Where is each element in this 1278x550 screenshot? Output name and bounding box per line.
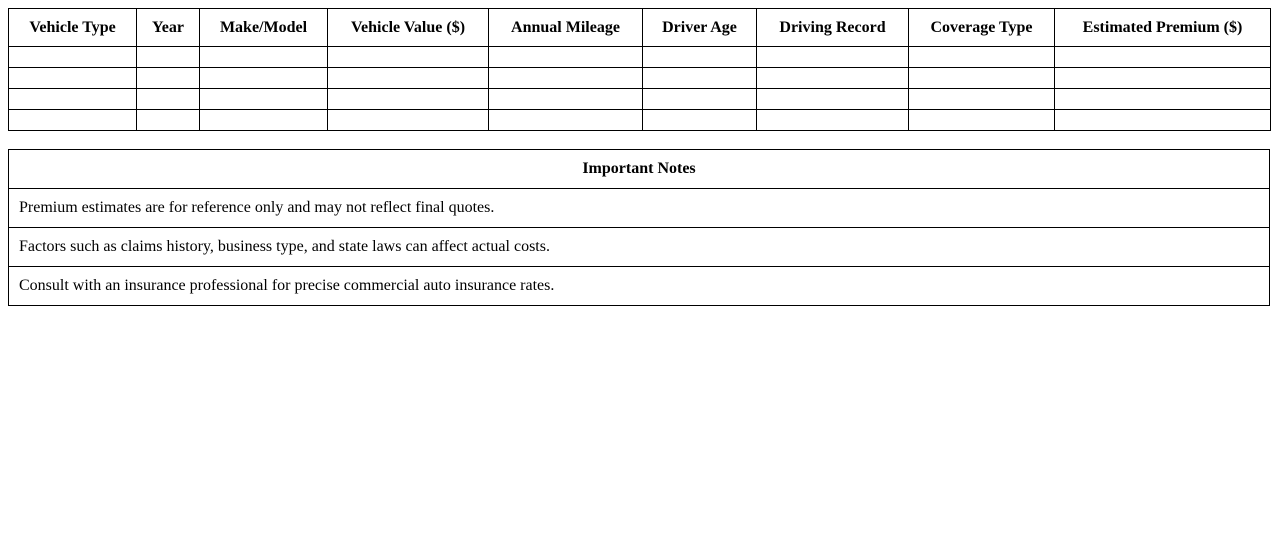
- table-row: [9, 47, 1271, 68]
- note-row: [9, 189, 1270, 228]
- table-cell: [643, 68, 757, 89]
- column-header-vehicle-type: Vehicle Type: [9, 9, 137, 47]
- column-header-driver-age: Driver Age: [643, 9, 757, 47]
- notes-title: Important Notes: [9, 150, 1270, 189]
- note-text: Factors such as claims history, business type, and state laws can affect actual costs.: [9, 228, 1270, 267]
- table-cell: [909, 68, 1055, 89]
- column-header-annual-mileage: Annual Mileage: [489, 9, 643, 47]
- note-text: Premium estimates are for reference only and may not reflect final quotes.: [9, 189, 1270, 228]
- table-cell: [489, 68, 643, 89]
- table-cell: [489, 89, 643, 110]
- table-cell: [909, 89, 1055, 110]
- table-cell: [1055, 68, 1271, 89]
- table-cell: [137, 110, 200, 131]
- table-cell: [9, 68, 137, 89]
- premium-estimate-table: [8, 8, 1271, 131]
- table-cell: [137, 47, 200, 68]
- table-cell: [1055, 110, 1271, 131]
- table-row: [9, 89, 1271, 110]
- note-text: Consult with an insurance professional for precise commercial auto insurance rates.: [9, 267, 1270, 306]
- table-cell: [328, 47, 489, 68]
- table-cell: [9, 89, 137, 110]
- table-cell: [643, 89, 757, 110]
- premium-table-body: [9, 47, 1271, 131]
- table-cell: [9, 110, 137, 131]
- table-cell: [137, 89, 200, 110]
- important-notes-table: [8, 149, 1270, 306]
- table-cell: [757, 47, 909, 68]
- table-row: [9, 110, 1271, 131]
- table-cell: [9, 47, 137, 68]
- table-cell: [1055, 89, 1271, 110]
- table-cell: [757, 89, 909, 110]
- table-cell: [757, 110, 909, 131]
- table-cell: [643, 47, 757, 68]
- table-cell: [200, 110, 328, 131]
- table-row: [9, 68, 1271, 89]
- column-header-driving-record: Driving Record: [757, 9, 909, 47]
- page-content: [8, 8, 1270, 306]
- table-cell: [643, 110, 757, 131]
- note-row: [9, 267, 1270, 306]
- table-cell: [200, 47, 328, 68]
- table-cell: [137, 68, 200, 89]
- table-cell: [200, 68, 328, 89]
- table-cell: [328, 110, 489, 131]
- column-header-coverage-type: Coverage Type: [909, 9, 1055, 47]
- table-cell: [489, 110, 643, 131]
- column-header-vehicle-value: Vehicle Value ($): [328, 9, 489, 47]
- table-cell: [1055, 47, 1271, 68]
- notes-header-row: [9, 150, 1270, 189]
- table-cell: [328, 68, 489, 89]
- table-cell: [909, 47, 1055, 68]
- note-row: [9, 228, 1270, 267]
- column-header-year: Year: [137, 9, 200, 47]
- table-header-row: [9, 9, 1271, 47]
- table-cell: [328, 89, 489, 110]
- table-cell: [200, 89, 328, 110]
- column-header-estimated-premium: Estimated Premium ($): [1055, 9, 1271, 47]
- table-cell: [909, 110, 1055, 131]
- table-cell: [489, 47, 643, 68]
- column-header-make-model: Make/Model: [200, 9, 328, 47]
- table-cell: [757, 68, 909, 89]
